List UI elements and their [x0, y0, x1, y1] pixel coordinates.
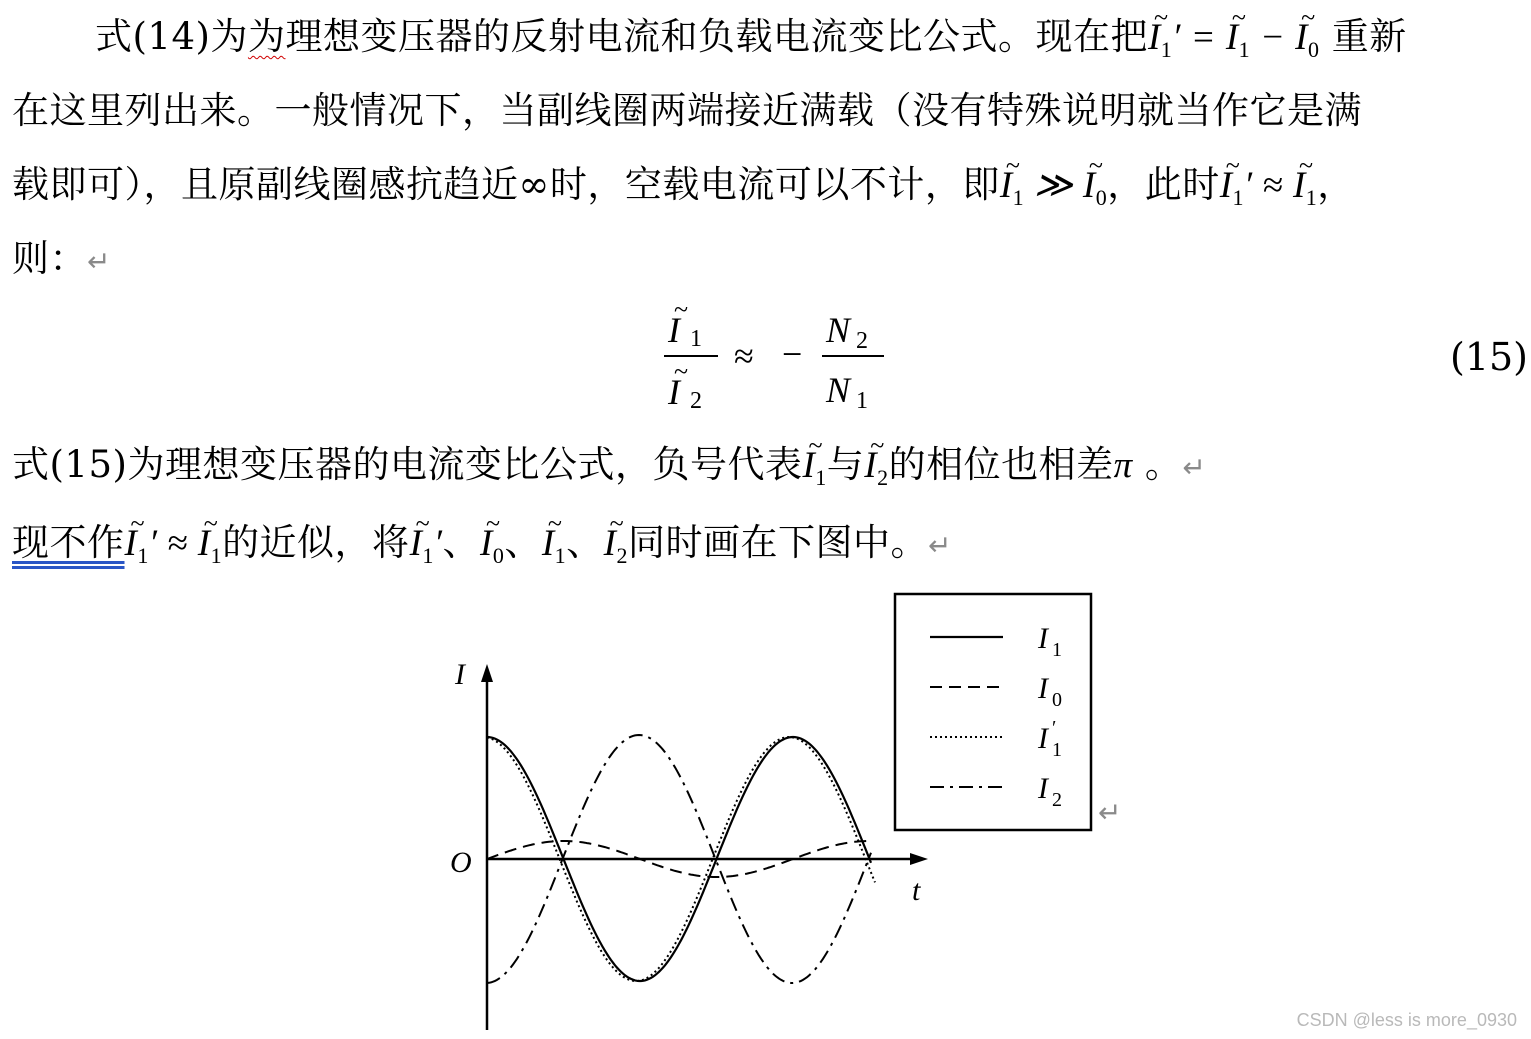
math-i0: ~ $I_0$: [480, 523, 504, 564]
equation-number: (15): [1450, 335, 1529, 379]
text: 式(14)为: [95, 15, 248, 58]
text: ，此时: [1107, 163, 1220, 206]
x-axis-label: t: [912, 874, 921, 907]
svg-text:1: 1: [856, 388, 868, 414]
svg-text:1: 1: [1052, 739, 1062, 761]
math-i1-prime-eq: ~ $I_1'$ = ~ $I_1$ − ~ $I_0$: [1148, 17, 1320, 58]
svg-text:I: I: [1038, 622, 1048, 655]
text: 。: [1144, 443, 1183, 486]
svg-text:N: N: [826, 310, 851, 350]
svg-text:N: N: [826, 370, 851, 410]
text: 的近似，将: [222, 521, 410, 564]
math-i1: ~ $I_1$: [542, 523, 566, 564]
y-axis-label: I: [455, 658, 465, 691]
text: 载即可），且原副线圈感抗趋近: [12, 163, 519, 206]
math-i2: ~ $I_2$: [604, 523, 628, 564]
svg-text:2: 2: [856, 328, 868, 354]
text: 重新: [1331, 15, 1407, 58]
svg-text:1: 1: [690, 326, 702, 352]
origin-label: O: [450, 846, 472, 879]
text: 时，空载电流可以不计，即: [549, 163, 1000, 206]
svg-text:′: ′: [1052, 717, 1057, 739]
math-pi: π: [1113, 445, 1133, 486]
svg-text:I: I: [668, 310, 680, 350]
watermark: CSDN @less is more_0930: [1296, 1010, 1517, 1030]
text-sep: 、: [442, 521, 480, 564]
text-underlined: 现不作: [12, 521, 125, 564]
svg-text:~: ~: [674, 300, 689, 324]
math-i1-gg-i0: ~ $I_1$ ≫ ~ $I_0$: [1000, 165, 1107, 206]
text: 与: [826, 443, 865, 486]
x-axis-arrow-icon: [910, 853, 928, 865]
svg-text:~: ~: [674, 357, 689, 386]
infinity-symbol: ∞: [518, 163, 550, 206]
svg-text:I: I: [668, 372, 680, 412]
text: 同时画在下图中。: [627, 521, 928, 564]
math-i1prime-approx-i1: ~ $I_1'$ ≈ ~ $I_1$: [1220, 165, 1318, 206]
svg-text:I: I: [1038, 672, 1048, 705]
text: 则：: [12, 237, 87, 280]
text: ，: [1317, 163, 1355, 206]
svg-text:I: I: [1038, 722, 1048, 755]
math-i2: ~ $I_2$: [864, 445, 888, 486]
math-i1prime: ~ $I_1'$: [410, 523, 443, 564]
paragraph-mark-icon: ↵: [1098, 798, 1122, 829]
paragraph-mark-icon: ↵: [1182, 451, 1207, 484]
text: 式(15)为理想变压器的电流变比公式，负号代表: [12, 443, 803, 486]
text-spellcheck: 为: [247, 15, 286, 58]
paragraph-mark-icon: ↵: [87, 245, 111, 278]
svg-text:≈: ≈: [734, 336, 754, 376]
svg-text:2: 2: [690, 388, 702, 414]
math-i1: ~ $I_1$: [802, 445, 826, 486]
svg-text:−: −: [782, 334, 803, 374]
math-i1prime-approx-i1: ~ $I_1'$ ≈ ~ $I_1$: [125, 523, 223, 564]
paragraph-line-2: 在这里列出来。一般情况下，当副线圈两端接近满载（没有特殊说明就当作它是满: [12, 89, 1362, 132]
text-sep: 、: [504, 521, 542, 564]
svg-text:0: 0: [1052, 689, 1062, 711]
svg-text:1: 1: [1052, 639, 1062, 661]
text: 理想变压器的反射电流和负载电流变比公式。现在把: [285, 15, 1148, 58]
svg-text:2: 2: [1052, 789, 1062, 811]
paragraph-mark-icon: ↵: [927, 529, 952, 562]
svg-text:I: I: [1038, 772, 1048, 805]
y-axis-arrow-icon: [481, 664, 493, 682]
text: 的相位也相差: [888, 443, 1114, 486]
text-sep: 、: [566, 521, 604, 564]
